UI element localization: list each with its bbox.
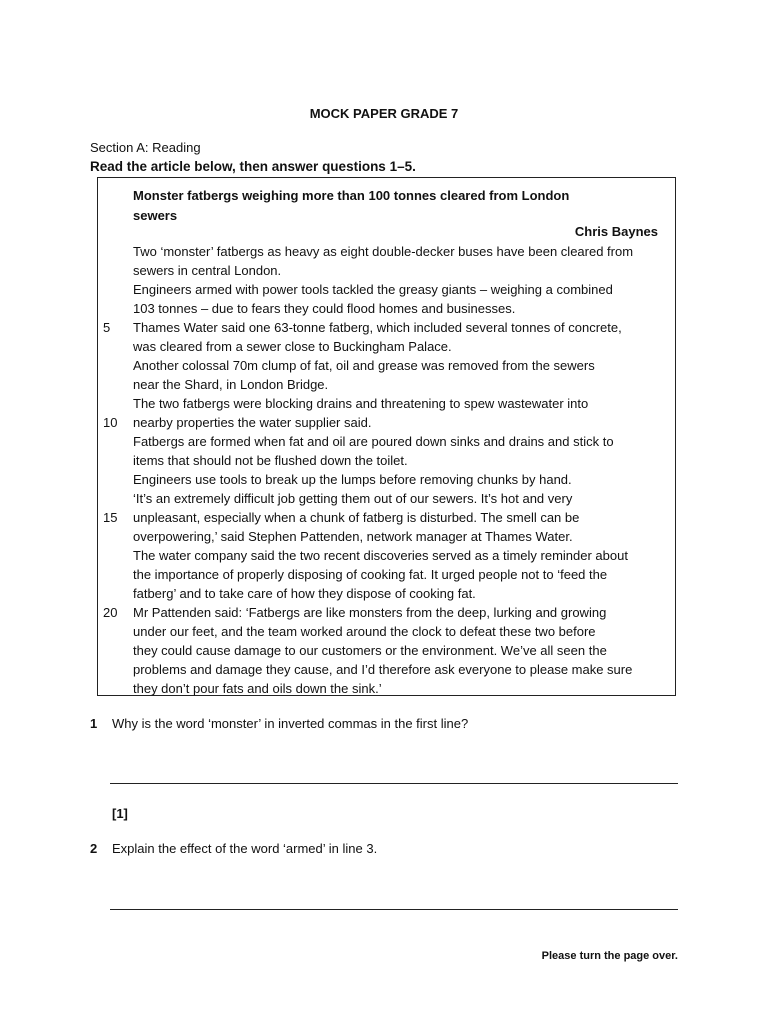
line-number: 5 <box>103 320 111 335</box>
article-line: ‘It’s an extremely difficult job getting them out of our sewers. It’s hot and very <box>133 491 573 506</box>
turn-page-note: Please turn the page over. <box>541 950 678 962</box>
article-line: items that should not be flushed down the toilet. <box>133 453 408 468</box>
article-line: nearby properties the water supplier said. <box>133 415 372 430</box>
paper-title: MOCK PAPER GRADE 7 <box>309 106 459 121</box>
question-number: 2 <box>90 841 98 856</box>
article-line: Mr Pattenden said: ‘Fatbergs are like monsters from the deep, lurking and growing <box>133 605 607 620</box>
section-heading: Section A: Reading <box>90 140 201 155</box>
question-text: Explain the effect of the word ‘armed’ in line 3. <box>112 841 378 856</box>
line-number: 15 <box>103 510 118 525</box>
article-line: sewers in central London. <box>133 263 282 278</box>
article-line: Another colossal 70m clump of fat, oil and grease was removed from the sewers <box>133 358 595 373</box>
article-line: unpleasant, especially when a chunk of fatberg is disturbed. The smell can be <box>133 510 580 525</box>
reading-instruction: Read the article below, then answer questions 1–5. <box>90 159 416 174</box>
article-line: The water company said the two recent discoveries served as a timely reminder about <box>133 548 628 563</box>
article-line: The two fatbergs were blocking drains and threatening to spew wastewater into <box>133 396 589 411</box>
article-line: Engineers armed with power tools tackled the greasy giants – weighing a combined <box>133 282 613 297</box>
article-line: problems and damage they cause, and I’d therefore ask everyone to please make sure <box>133 662 633 677</box>
article-line: was cleared from a sewer close to Buckingham Palace. <box>133 339 452 354</box>
article-line: under our feet, and the team worked around the clock to defeat these two before <box>133 624 596 639</box>
answer-line[interactable] <box>110 909 678 910</box>
mark-allocation: [1] <box>112 806 128 821</box>
article-author: Chris Baynes <box>574 224 658 239</box>
answer-line[interactable] <box>110 783 678 784</box>
article-line: they don’t pour fats and oils down the sink.’ <box>133 681 382 696</box>
article-line: Fatbergs are formed when fat and oil are poured down sinks and drains and stick to <box>133 434 614 449</box>
question-number: 1 <box>90 716 98 731</box>
question-text: Why is the word ‘monster’ in inverted commas in the first line? <box>112 716 469 731</box>
article-line: near the Shard, in London Bridge. <box>133 377 329 392</box>
line-number: 10 <box>103 415 118 430</box>
article-line: fatberg’ and to take care of how they dispose of cooking fat. <box>133 586 476 601</box>
article-line: they could cause damage to our customers or the environment. We’ve all seen the <box>133 643 607 658</box>
line-number: 20 <box>103 605 118 620</box>
article-line: overpowering,’ said Stephen Pattenden, network manager at Thames Water. <box>133 529 573 544</box>
article-line: Engineers use tools to break up the lumps before removing chunks by hand. <box>133 472 572 487</box>
article-line: Two ‘monster’ fatbergs as heavy as eight double-decker buses have been cleared from <box>133 244 634 259</box>
article-line: Thames Water said one 63-tonne fatberg, which included several tonnes of concrete, <box>133 320 622 335</box>
article-headline: Monster fatbergs weighing more than 100 tonnes cleared from London sewers <box>133 188 570 223</box>
article-line: 103 tonnes – due to fears they could flood homes and businesses. <box>133 301 516 316</box>
article-line: the importance of properly disposing of cooking fat. It urged people not to ‘feed the <box>133 567 608 582</box>
